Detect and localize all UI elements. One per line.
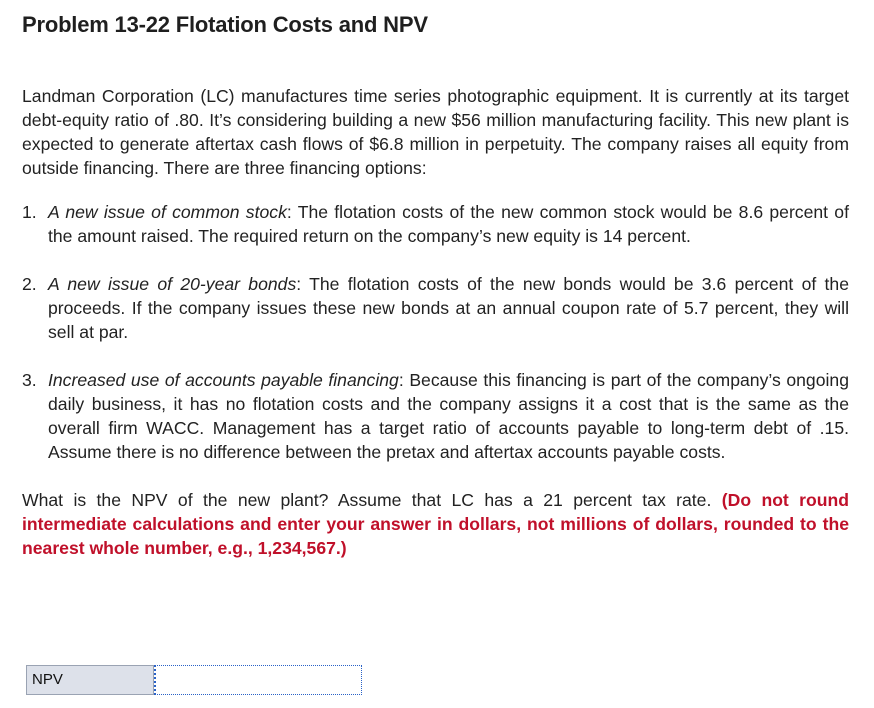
option-body: Increased use of accounts payable financing: Because this financing is part of the company’s ongoing daily business, it has no flotation costs and the company assigns it a cost that is the same as the overall firm WACC. Management has a target ratio of accounts payable to long-term debt of .15. Assume there is no difference between the pretax and aftertax accounts payable costs. [48,370,849,462]
problem-intro: Landman Corporation (LC) manufactures time series photographic equipment. It is currently at its target debt-equity ratio of .80. It’s considering building a new $56 million manufacturing facility. This new plant is expected to generate aftertax cash flows of $6.8 million in perpetuity. The company raises all equity from outside financing. There are three financing options: [22,86,849,178]
option-title: Increased use of accounts payable financing [48,370,399,390]
answer-row [26,665,362,695]
financing-option-3 [22,368,849,464]
option-title: A new issue of 20-year bonds [48,274,297,294]
option-number: 1. [22,202,37,222]
option-text: Because this financing is part of the company’s ongoing daily business, it has no flotation costs and the company assigns it a cost that is the same as the overall firm WACC. Management has a target ratio of accounts payable to long-term debt of .15. Assume there is no difference between the pretax and aftertax accounts payable costs. [48,370,849,462]
financing-options-list [22,200,849,464]
question-text: What is the NPV of the new plant? Assume that LC has a 21 percent tax rate. [22,490,712,510]
problem-title: Problem 13-22 Flotation Costs and NPV [22,12,428,37]
answer-instruction: (Do not round intermediate calculations and enter your answer in dollars, not millions of dollars, rounded to the nearest whole number, e.g., 1,234,567.) [22,490,850,558]
financing-option-2 [22,272,849,344]
option-text: The flotation costs of the new common stock would be 8.6 percent of the amount raised. The required return on the company’s new equity is 14 percent. [48,202,849,246]
option-number: 3. [22,370,37,390]
option-title: A new issue of common stock [48,202,287,222]
option-text: The flotation costs of the new bonds would be 3.6 percent of the proceeds. If the company issues these new bonds at an annual coupon rate of 5.7 percent, they will sell at par. [48,274,850,342]
option-number: 2. [22,274,37,294]
option-body: A new issue of 20-year bonds: The flotation costs of the new bonds would be 3.6 percent of the proceeds. If the company issues these new bonds at an annual coupon rate of 5.7 percent, they will sell at par. [48,274,850,342]
npv-label: NPV [26,665,154,695]
option-body: A new issue of common stock: The flotation costs of the new common stock would be 8.6 percent of the amount raised. The required return on the company’s new equity is 14 percent. [48,202,849,246]
question-paragraph [22,488,849,560]
npv-input[interactable] [154,665,362,695]
financing-option-1 [22,200,849,248]
